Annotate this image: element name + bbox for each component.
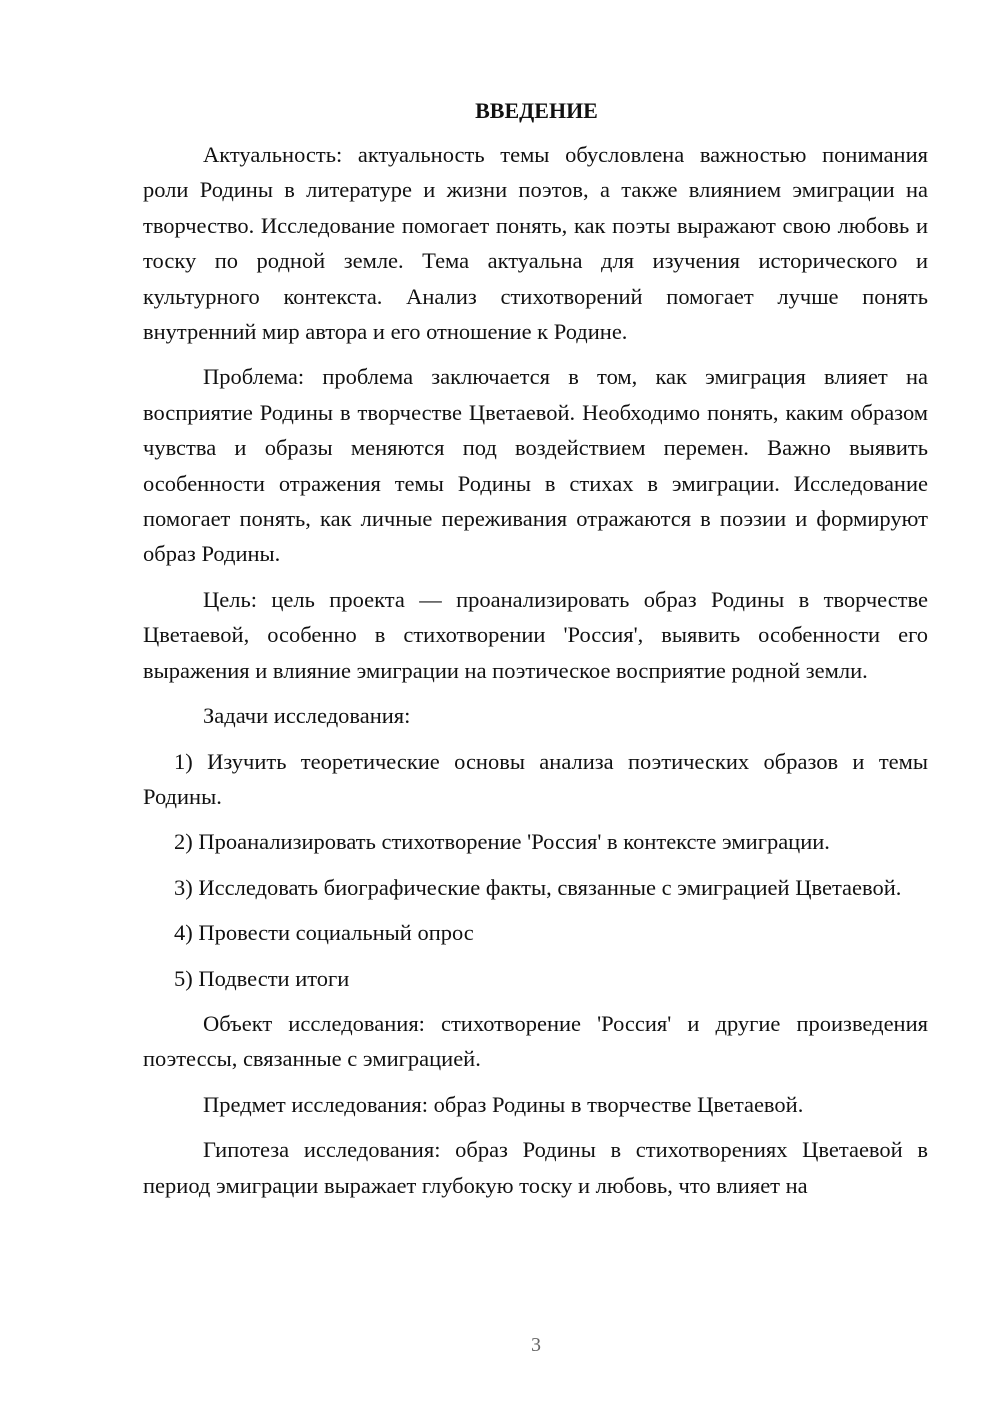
page-number: 3: [531, 1334, 541, 1356]
paragraph-problem: Проблема: проблема заключается в том, как эмиграция влияет на восприятие Родины в творчестве Цветаевой. Необходимо понять, каким образом чувства и образы меняются под воздействием перемен. Важно выявить особенности отражения темы Родины в стихах в эмиграции. Исследование помогает понять, как личные переживания отражаются в поэзии и формируют образ Родины.: [143, 364, 928, 567]
page-content: [143, 96, 928, 1213]
paragraph-goal: Цель: цель проекта — проанализировать образ Родины в творчестве Цветаевой, особенно в стихотворении 'Россия', выявить особенности его выражения и влияние эмиграции на поэтическое восприятие родной земли.: [143, 586, 928, 683]
task-item-2: 2) Проанализировать стихотворение 'Россия' в контексте эмиграции.: [174, 829, 830, 855]
paragraph-hypothesis: Гипотеза исследования: образ Родины в стихотворениях Цветаевой в период эмиграции выражает глубокую тоску и любовь, что влияет на: [143, 1137, 928, 1198]
task-item-4: 4) Провести социальный опрос: [174, 920, 474, 946]
paragraph-subject: Предмет исследования: образ Родины в творчестве Цветаевой.: [203, 1091, 804, 1117]
paragraph-tasks-heading: Задачи исследования:: [203, 703, 411, 729]
paragraph-object: Объект исследования: стихотворение 'Россия' и другие произведения поэтессы, связанные с эмиграцией.: [143, 1010, 928, 1072]
section-title: ВВЕДЕНИЕ: [475, 98, 598, 123]
task-item-5: 5) Подвести итоги: [174, 965, 350, 991]
task-item-1: 1) Изучить теоретические основы анализа поэтических образов и темы Родины.: [143, 748, 928, 809]
task-item-3: 3) Исследовать биографические факты, связанные с эмиграцией Цветаевой.: [174, 874, 902, 900]
paragraph-relevance: Актуальность: актуальность темы обусловлена важностью понимания роли Родины в литературе и жизни поэтов, а также влиянием эмиграции на творчество. Исследование помогает понять, как поэты выражают свою любовь и тоску по родной земле. Тема актуальна для изучения исторического и культурного контекста. Анализ стихотворений помогает лучше понять внутренний мир автора и его отношение к Родине.: [143, 142, 928, 345]
